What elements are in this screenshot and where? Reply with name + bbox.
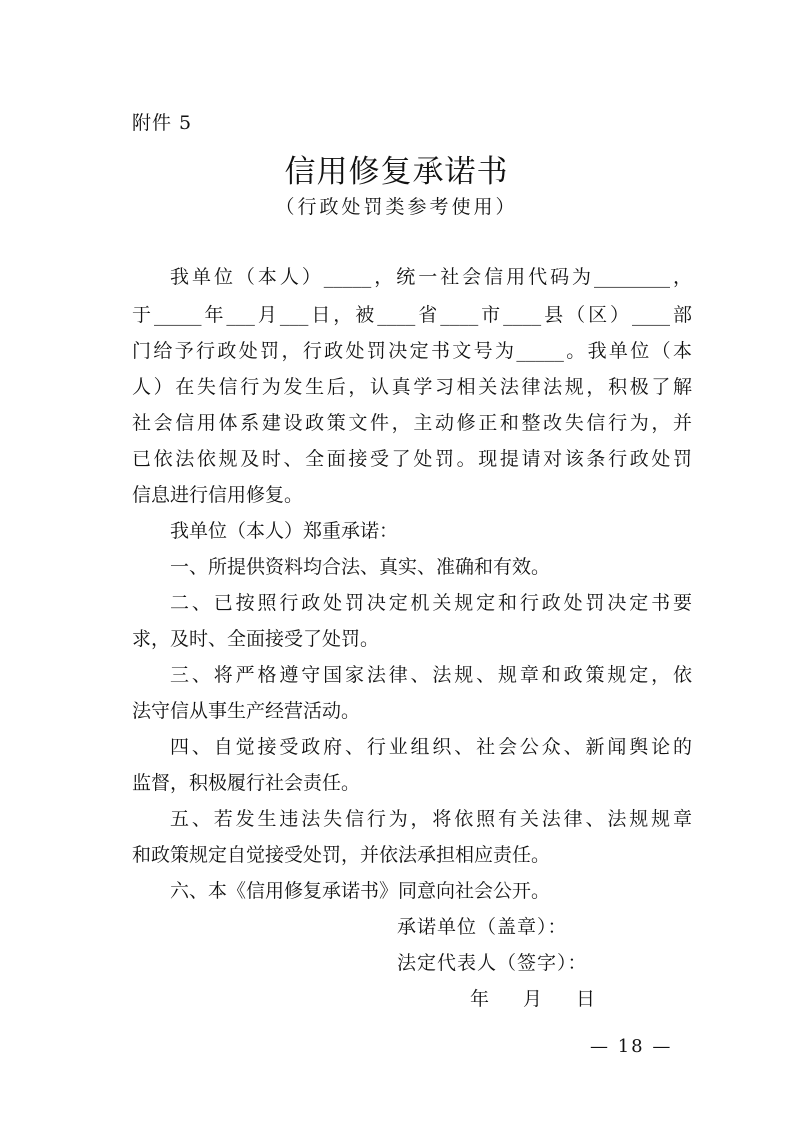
commitment-item-1: 一、所提供资料均合法、真实、准确和有效。 xyxy=(170,556,551,578)
paragraph-line: 我单位（本人）_____，统一社会信用代码为________， xyxy=(170,266,692,288)
commitment-intro: 我单位（本人）郑重承诺： xyxy=(170,520,399,542)
paragraph-line: 人）在失信行为发生后，认真学习相关法律法规，积极了解 xyxy=(132,376,692,398)
signature-day: 日 xyxy=(576,988,597,1010)
commitment-item-5-cont: 和政策规定自觉接受处罚，并依法承担相应责任。 xyxy=(132,844,551,866)
page-number: — 18 — xyxy=(590,1036,673,1057)
signature-representative-label: 法定代表人（签字）： xyxy=(397,952,588,974)
commitment-item-2-cont: 求，及时、全面接受了处罚。 xyxy=(132,628,380,650)
paragraph-line: 已依法依规及时、全面接受了处罚。现提请对该条行政处罚 xyxy=(132,448,692,470)
commitment-item-6: 六、本《信用修复承诺书》同意向社会公开。 xyxy=(170,880,551,902)
paragraph-line: 社会信用体系建设政策文件，主动修正和整改失信行为，并 xyxy=(132,412,692,434)
document-subtitle: （行政处罚类参考使用） xyxy=(275,196,518,218)
paragraph-line: 门给予行政处罚，行政处罚决定书文号为_____。我单位（本 xyxy=(132,340,692,362)
paragraph-line: 于_____年___月___日，被____省____市____县（区）____部 xyxy=(132,304,692,326)
commitment-item-3-cont: 法守信从事生产经营活动。 xyxy=(132,700,361,722)
signature-unit-label: 承诺单位（盖章）： xyxy=(397,916,568,938)
commitment-item-3: 三、将严格遵守国家法律、法规、规章和政策规定，依 xyxy=(170,664,692,686)
signature-month: 月 xyxy=(523,988,544,1010)
document-title: 信用修复承诺书 xyxy=(284,154,509,190)
signature-year: 年 xyxy=(470,988,491,1010)
commitment-item-5: 五、若发生违法失信行为，将依照有关法律、法规规章 xyxy=(170,808,692,830)
commitment-item-2: 二、已按照行政处罚决定机关规定和行政处罚决定书要 xyxy=(170,592,692,614)
commitment-item-4: 四、自觉接受政府、行业组织、社会公众、新闻舆论的 xyxy=(170,736,692,758)
commitment-item-4-cont: 监督，积极履行社会责任。 xyxy=(132,772,361,794)
paragraph-line: 信息进行信用修复。 xyxy=(132,484,304,506)
attachment-label: 附件 5 xyxy=(132,112,193,134)
